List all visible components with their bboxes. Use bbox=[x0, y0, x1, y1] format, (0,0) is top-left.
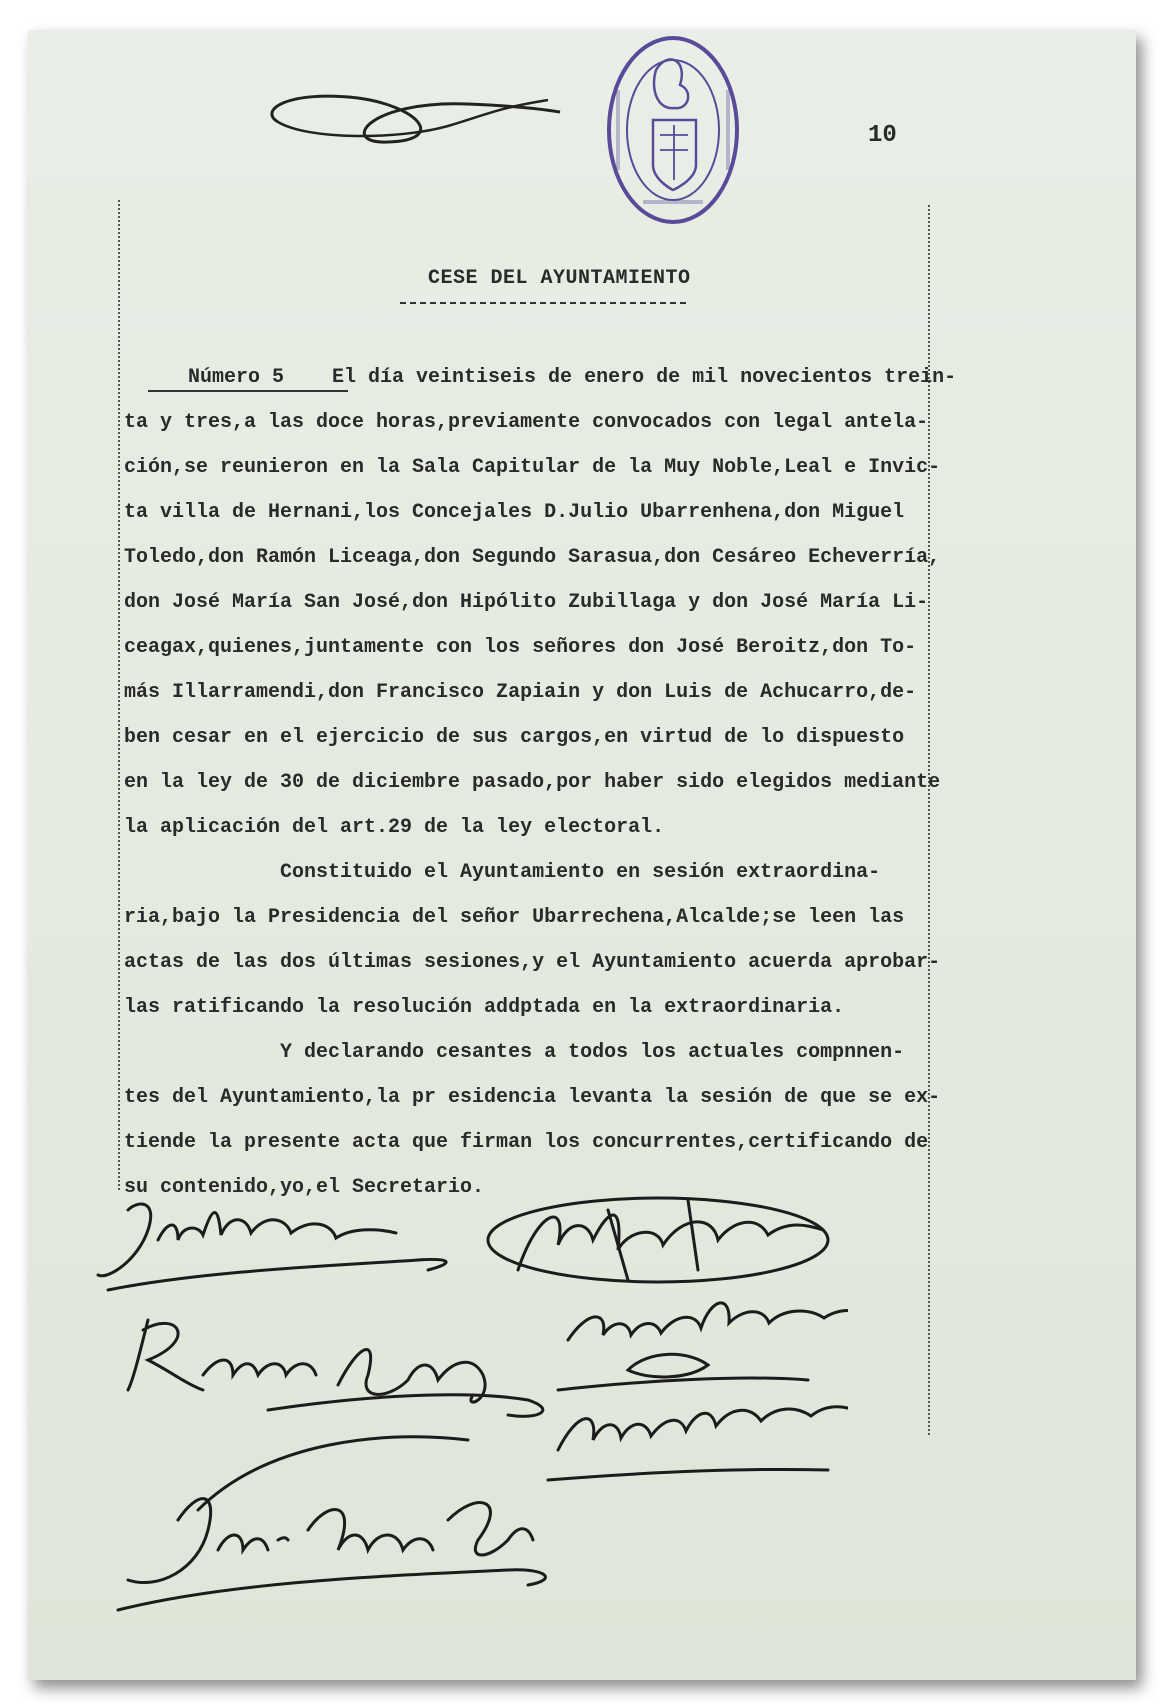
left-margin-line bbox=[118, 200, 120, 1190]
body-line: su contenido,yo,el Secretario. bbox=[124, 1176, 485, 1199]
body-line: actas de las dos últimas sesiones,y el Ayuntamiento acuerda aprobar- bbox=[124, 951, 941, 974]
body-line: en la ley de 30 de diciembre pasado,por haber sido elegidos mediante bbox=[124, 771, 941, 794]
body-line: más Illarramendi,don Francisco Zapiain y don Luis de Achucarro,de- bbox=[124, 681, 917, 704]
body-line: tes del Ayuntamiento,la pr esidencia levanta la sesión de que se ex- bbox=[124, 1086, 941, 1109]
signature-3-icon bbox=[128, 1320, 543, 1416]
title-underline bbox=[400, 302, 686, 304]
body-line: Constituido el Ayuntamiento en sesión extraordina- bbox=[124, 861, 881, 884]
signature-1-icon bbox=[98, 1204, 446, 1290]
body-line: ta y tres,a las doce horas,previamente convocados con legal antela- bbox=[124, 411, 929, 434]
signature-5-icon bbox=[548, 1407, 848, 1480]
signature-4-icon bbox=[558, 1303, 848, 1390]
document-page bbox=[28, 30, 1136, 1680]
body-line: don José María San José,don Hipólito Zubillaga y don José María Li- bbox=[124, 591, 929, 614]
number-underline bbox=[148, 390, 348, 392]
body-line: las ratificando la resolución addptada en la extraordinaria. bbox=[124, 996, 845, 1019]
body-line: ben cesar en el ejercicio de sus cargos,en virtud de lo dispuesto bbox=[124, 726, 905, 749]
body-line: Toledo,don Ramón Liceaga,don Segundo Sarasua,don Cesáreo Echeverría, bbox=[124, 546, 941, 569]
right-margin-line bbox=[928, 205, 930, 1435]
body-line: tiende la presente acta que firman los concurrentes,certificando de bbox=[124, 1131, 929, 1154]
signature-2-icon bbox=[488, 1198, 828, 1282]
top-flourish-icon bbox=[248, 70, 568, 160]
municipal-seal-icon bbox=[598, 30, 748, 230]
body-line: ceagax,quienes,juntamente con los señores don José Beroitz,don To- bbox=[124, 636, 917, 659]
body-line: ta villa de Hernani,los Concejales D.Julio Ubarrenhena,don Miguel bbox=[124, 501, 905, 524]
document-title: CESE DEL AYUNTAMIENTO bbox=[428, 267, 691, 290]
body-line: ción,se reunieron en la Sala Capitular de la Muy Noble,Leal e Invic- bbox=[124, 456, 941, 479]
body-line: la aplicación del art.29 de la ley electoral. bbox=[124, 816, 665, 839]
page-number: 10 bbox=[868, 122, 897, 149]
body-line: ria,bajo la Presidencia del señor Ubarrechena,Alcalde;se leen las bbox=[124, 906, 905, 929]
signatures-block bbox=[88, 1190, 848, 1650]
body-line: Número 5 El día veintiseis de enero de mil novecientos trein- bbox=[188, 366, 957, 389]
signature-6-icon bbox=[118, 1437, 545, 1610]
body-line: Y declarando cesantes a todos los actuales compnnen- bbox=[124, 1041, 905, 1064]
